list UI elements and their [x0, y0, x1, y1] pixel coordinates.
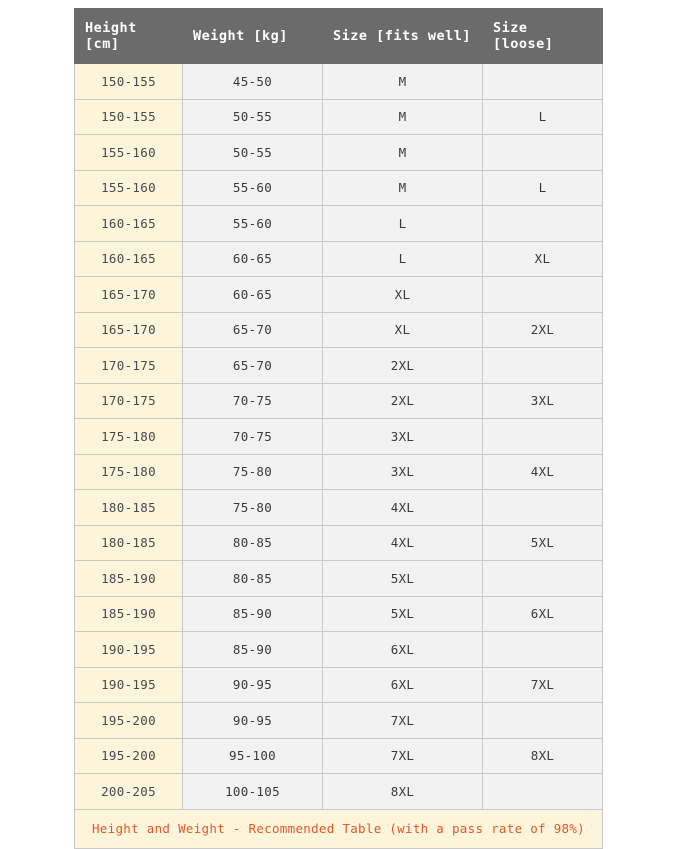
table-row	[75, 206, 603, 242]
cell-size-fits: 4XL	[323, 490, 483, 526]
cell-height: 190-195	[75, 632, 183, 668]
cell-weight: 85-90	[183, 596, 323, 632]
cell-height: 180-185	[75, 490, 183, 526]
cell-weight: 60-65	[183, 241, 323, 277]
cell-weight: 70-75	[183, 383, 323, 419]
cell-weight: 75-80	[183, 454, 323, 490]
cell-size-fits: M	[323, 135, 483, 171]
cell-weight: 80-85	[183, 561, 323, 597]
cell-size-loose	[483, 206, 603, 242]
cell-size-loose: XL	[483, 241, 603, 277]
cell-size-fits: 2XL	[323, 383, 483, 419]
cell-size-fits: L	[323, 241, 483, 277]
cell-size-loose	[483, 703, 603, 739]
cell-size-fits: 4XL	[323, 525, 483, 561]
cell-size-fits: 8XL	[323, 774, 483, 810]
cell-size-loose	[483, 64, 603, 100]
cell-height: 200-205	[75, 774, 183, 810]
cell-size-fits: L	[323, 206, 483, 242]
table-row	[75, 383, 603, 419]
table-row	[75, 277, 603, 313]
cell-size-fits: 7XL	[323, 738, 483, 774]
cell-weight: 90-95	[183, 667, 323, 703]
cell-weight: 80-85	[183, 525, 323, 561]
cell-size-loose: 8XL	[483, 738, 603, 774]
footer-note: Height and Weight - Recommended Table (with a pass rate of 98%)	[75, 809, 603, 848]
table-row	[75, 64, 603, 100]
column-header-height: Height [cm]	[75, 9, 183, 64]
cell-height: 150-155	[75, 99, 183, 135]
cell-size-fits: XL	[323, 312, 483, 348]
cell-height: 195-200	[75, 703, 183, 739]
cell-size-loose: 2XL	[483, 312, 603, 348]
cell-size-loose: 6XL	[483, 596, 603, 632]
cell-weight: 45-50	[183, 64, 323, 100]
cell-size-loose	[483, 632, 603, 668]
cell-size-loose: L	[483, 170, 603, 206]
cell-height: 180-185	[75, 525, 183, 561]
table-row	[75, 667, 603, 703]
cell-size-fits: M	[323, 99, 483, 135]
cell-size-loose: 3XL	[483, 383, 603, 419]
cell-height: 185-190	[75, 596, 183, 632]
cell-weight: 90-95	[183, 703, 323, 739]
table-row	[75, 561, 603, 597]
size-chart-table	[74, 8, 603, 849]
cell-height: 160-165	[75, 241, 183, 277]
cell-size-fits: 6XL	[323, 667, 483, 703]
cell-height: 195-200	[75, 738, 183, 774]
cell-weight: 55-60	[183, 206, 323, 242]
cell-size-loose	[483, 774, 603, 810]
cell-size-fits: 3XL	[323, 454, 483, 490]
cell-size-fits: M	[323, 170, 483, 206]
table-header	[75, 9, 603, 64]
cell-weight: 55-60	[183, 170, 323, 206]
cell-weight: 60-65	[183, 277, 323, 313]
table-row	[75, 738, 603, 774]
table-body	[75, 64, 603, 849]
table-row	[75, 99, 603, 135]
cell-height: 185-190	[75, 561, 183, 597]
table-row	[75, 596, 603, 632]
table-row	[75, 348, 603, 384]
cell-size-loose: L	[483, 99, 603, 135]
cell-height: 170-175	[75, 348, 183, 384]
table-row	[75, 454, 603, 490]
cell-size-fits: 7XL	[323, 703, 483, 739]
column-header-weight: Weight [kg]	[183, 9, 323, 64]
cell-size-fits: 3XL	[323, 419, 483, 455]
column-header-size-loose: Size [loose]	[483, 9, 603, 64]
cell-weight: 95-100	[183, 738, 323, 774]
table-row	[75, 170, 603, 206]
cell-height: 175-180	[75, 454, 183, 490]
table-row	[75, 490, 603, 526]
table-row	[75, 632, 603, 668]
cell-height: 165-170	[75, 277, 183, 313]
table-row	[75, 312, 603, 348]
cell-size-fits: 5XL	[323, 561, 483, 597]
cell-size-loose	[483, 561, 603, 597]
table-footer-row	[75, 809, 603, 848]
cell-size-loose	[483, 277, 603, 313]
cell-size-loose	[483, 490, 603, 526]
table-row	[75, 703, 603, 739]
cell-height: 165-170	[75, 312, 183, 348]
cell-size-fits: 2XL	[323, 348, 483, 384]
cell-height: 175-180	[75, 419, 183, 455]
cell-size-loose	[483, 419, 603, 455]
cell-height: 155-160	[75, 170, 183, 206]
table-row	[75, 419, 603, 455]
cell-height: 170-175	[75, 383, 183, 419]
cell-weight: 70-75	[183, 419, 323, 455]
cell-weight: 65-70	[183, 348, 323, 384]
cell-size-loose: 4XL	[483, 454, 603, 490]
table-row	[75, 135, 603, 171]
cell-weight: 50-55	[183, 135, 323, 171]
column-header-size-fits-well: Size [fits well]	[323, 9, 483, 64]
table-row	[75, 774, 603, 810]
cell-size-fits: 6XL	[323, 632, 483, 668]
cell-weight: 85-90	[183, 632, 323, 668]
size-chart-table-wrapper	[74, 8, 602, 849]
cell-size-loose: 7XL	[483, 667, 603, 703]
cell-size-loose: 5XL	[483, 525, 603, 561]
cell-size-fits: 5XL	[323, 596, 483, 632]
cell-height: 190-195	[75, 667, 183, 703]
cell-weight: 75-80	[183, 490, 323, 526]
cell-height: 160-165	[75, 206, 183, 242]
cell-height: 155-160	[75, 135, 183, 171]
cell-height: 150-155	[75, 64, 183, 100]
cell-weight: 100-105	[183, 774, 323, 810]
table-row	[75, 241, 603, 277]
cell-size-loose	[483, 135, 603, 171]
table-header-row	[75, 9, 603, 64]
cell-size-loose	[483, 348, 603, 384]
cell-weight: 65-70	[183, 312, 323, 348]
cell-size-fits: M	[323, 64, 483, 100]
cell-weight: 50-55	[183, 99, 323, 135]
table-row	[75, 525, 603, 561]
cell-size-fits: XL	[323, 277, 483, 313]
